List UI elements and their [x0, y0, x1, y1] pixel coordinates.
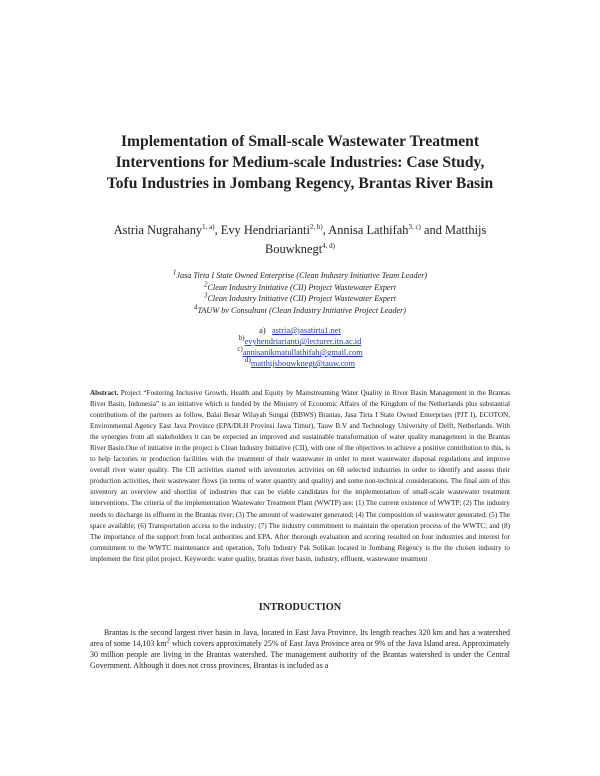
affiliation [60, 293, 540, 305]
affiliation-text: TAUW bv Consultant (Clean Industry Initiative Project Leader) [197, 305, 407, 315]
affiliation [60, 305, 540, 317]
author-name: Annisa Lathifah [328, 223, 409, 237]
affiliation-mark: 2 [203, 279, 208, 288]
email-link[interactable]: astria@jasatirta1.net [271, 326, 341, 335]
intro-text: which covers approximately 25% of East Java Province area or 9% of the Java Island area. Approximately 30 million people are living in the Brantas watershed. The management authority of the Brantas watershed is under the Central Government. Although it does not cross provinces, Brantas is included as a [90, 639, 510, 671]
author-affil-mark: 2, b) [309, 222, 323, 231]
author-name: Evy Hendriarianti [220, 223, 310, 237]
affiliation-mark: 1 [172, 268, 177, 277]
affiliation [60, 270, 540, 282]
author-name: Bouwknegt [265, 242, 323, 256]
abstract-text: Project “Fostering Inclusive Growth, Health and Equity by Mainstreaming Water Quality in River Basin Management in the Brantas River Basin, Indonesia” is an initiative which is funded by the Ministry of Economic Affairs of the Kingdom of the Netherlands plus substantial contributions of the partners as follow, Balai Besar Wilayah Sungai (BBWS) Brantas, Jasa Tirta I State Owned Enterprises (PJT I), ECOTON, Environmental Agency East Java Province (EPA/DLH Provinsi Jawa Timur), Tauw B.V and Technology University of Delft, Netherlands. With the synergies from all stakeholders it can be expected an improved and sustainable transformation of water quality management in the Brantas River Basin.One of initiative in the project is Clean Industry Initiative (CII), with one of the objectives to achieve a positive contribution to this, is to help factories or production facilities with the treatment of their wastewater in order to meet wastewater disposal regulations and improve overall river water quality. The CII activities started with inventories activities on 68 selected industries in order to identify and assess their production activities, their wastewater flows (in terms of water quantity and quality) and some non-technical considerations. The final aim of this inventory an overview and shortlist of industries that can be viable candidates for the implementation of small-scale wastewater treatment interventions. The criteria of the implementation Wastewater Treatment Plant (WWTP) are: (1) The current existence of WWTP; (2) The industry needs to discharge its effluent in the Brantas river; (3) The amount of wastewater generated; (4) The composition of wastewater generated; (5) The space available; (6) Transportation access to the industry; (7) The industry commitment to maintain the operation process of the WWTC; and (8) The importance of the support from local authorities and EPA. After thorough evaluation and scoring resulted on four industries and interest for commitment to the WWTC maintenance and operation, Tofu Industry Pak Solikan located in Jombang Regency is the the chosen industry to implement the first pilot project. Keywords: water quality, brantas river basin, industry, effluent, wastewater treatment [90, 389, 510, 563]
email-list [150, 325, 450, 369]
author-affil-mark: 1, a) [202, 222, 215, 231]
affiliation-mark: 4 [193, 303, 198, 312]
author-line: Astria Nugrahany$^{1, a)}$, Evy Hendriarianti$^{2, b)}$, Annisa Lathifah$^{3, c)}$ and Matthijs [113, 222, 487, 237]
email-prefix: a) [259, 326, 266, 335]
author-name: Astria Nugrahany [113, 223, 203, 237]
email-link[interactable]: annisanikmatullathifah@gmail.com [242, 348, 363, 357]
email-line [150, 325, 450, 336]
email-line [150, 336, 450, 347]
email-line [150, 358, 450, 369]
email-link[interactable]: matthijsbouwknegt@tauw.com [250, 359, 355, 368]
abstract [90, 388, 510, 565]
affiliation [60, 279, 540, 294]
superscript: 2 [166, 636, 171, 645]
email-line [150, 347, 450, 358]
author-line [70, 240, 530, 259]
email-link[interactable]: evyhendriarianti@lecturer.itn.ac.id [244, 337, 362, 346]
author-affil-mark: 4, d) [322, 241, 335, 250]
email-prefix: d) [244, 356, 251, 365]
email-prefix: c) [237, 345, 243, 354]
affiliation-list [60, 270, 540, 316]
title-line: Tofu Industries in Jombang Regency, Brantas River Basin [106, 175, 494, 192]
title-line: Interventions for Medium-scale Industries: Case Study, [115, 154, 485, 171]
section-heading: INTRODUCTION [258, 602, 342, 613]
title-line: Implementation of Small-scale Wastewater Treatment [120, 133, 480, 150]
author-connector: and Matthijs [424, 223, 487, 237]
intro-text: Brantas is the second largest river basin in Java, located in East Java Province. Its length reaches 320 km and has a watershed area of some 14,103 km [90, 628, 511, 649]
email-prefix: b) [238, 334, 245, 343]
affiliation-text: Jasa Tirta I State Owned Enterprise (Clean Industry Initiative Team Leader) [176, 271, 428, 280]
affiliation-text: Clean Industry Initiative (CII) Project Wastewater Expert [207, 294, 397, 304]
intro-paragraph [90, 627, 510, 671]
author-affil-mark: 3, c) [408, 222, 421, 231]
affiliation-text: Clean Industry Initiative (CII) Project Wastewater Expert [207, 282, 397, 292]
paper-title [60, 131, 540, 194]
author-list [70, 221, 530, 259]
affiliation-mark: 3 [203, 291, 208, 300]
abstract-label: Abstract. [90, 389, 119, 397]
